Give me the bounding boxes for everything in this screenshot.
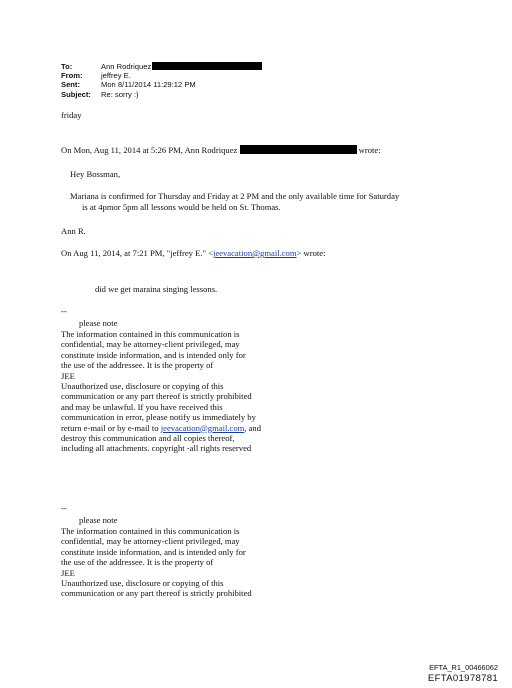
disclaimer-line-text: return e-mail or by e-mail to: [61, 422, 161, 433]
email-header: [61, 62, 262, 99]
disclaimer-line: confidential, may be attorney-client privileged, may: [61, 339, 240, 350]
sent-row: [61, 80, 262, 89]
sent-value: Mon 8/11/2014 11:29:12 PM: [101, 80, 196, 90]
disclaimer-line: Unauthorized use, disclosure or copying of this: [61, 381, 224, 392]
bates-number-small: EFTA_R1_00466062: [429, 663, 498, 672]
to-name: Ann Rodriquez: [101, 62, 152, 71]
disclaimer-line-text: , and: [244, 422, 262, 433]
disclaimer-line: JEE: [61, 567, 75, 578]
please-note: please note: [79, 515, 118, 525]
disclaimer-line: communication or any part thereof is strictly prohibited: [61, 391, 252, 402]
disclaimer-line: constitute inside information, and is intended only for: [61, 349, 246, 360]
disclaimer-block: [61, 329, 261, 454]
quote2-attribution-start: On Aug 11, 2014, at 7:21 PM, "jeffrey E." <: [61, 248, 213, 258]
signature-dashes: --: [61, 503, 67, 513]
sent-label: Sent:: [61, 80, 80, 90]
quote1-attribution-start: On Mon, Aug 11, 2014 at 5:26 PM, Ann Rodriquez: [61, 145, 238, 155]
reply-body: friday: [61, 110, 82, 120]
disclaimer-line: Unauthorized use, disclosure or copying of this: [61, 578, 224, 589]
redaction-bar: [152, 62, 262, 70]
disclaimer-line: communication in error, please notify us immediately by: [61, 412, 256, 423]
email-link[interactable]: jeevacation@gmail.com: [212, 248, 297, 258]
subject-label: Subject:: [61, 89, 91, 99]
quote1-line2: is at 4pmor 5pm all lessons would be held on St. Thomas.: [82, 202, 281, 212]
disclaimer-line: constitute inside information, and is intended only for: [61, 546, 246, 557]
disclaimer-block: [61, 526, 252, 599]
disclaimer-line: JEE: [61, 370, 75, 381]
to-value: [101, 62, 262, 71]
subject-value: Re: sorry :): [101, 89, 139, 99]
quote2-attribution: [61, 248, 326, 258]
bates-number-large: EFTA01978781: [427, 673, 498, 684]
disclaimer-line: confidential, may be attorney-client privileged, may: [61, 536, 240, 547]
disclaimer-line: communication or any part thereof is strictly prohibited: [61, 588, 252, 599]
disclaimer-line: the use of the addressee. It is the property of: [61, 557, 214, 568]
quote2-attribution-end: > wrote:: [296, 248, 326, 258]
disclaimer-email-line: [61, 423, 261, 433]
disclaimer-line: The information contained in this communication is: [61, 526, 240, 536]
quote1-attribution: [61, 145, 381, 155]
quote1-greeting: Hey Bossman,: [70, 169, 121, 179]
disclaimer-line: destroy this communication and all copies thereof,: [61, 433, 235, 444]
from-value: jeffrey E.: [101, 71, 131, 81]
from-row: [61, 71, 262, 80]
email-link[interactable]: jeevacation@gmail.com: [160, 422, 245, 433]
disclaimer-line: and may be unlawful. If you have received this: [61, 401, 223, 412]
quote1-line1: Mariana is confirmed for Thursday and Friday at 2 PM and the only available time for Saturday: [70, 191, 400, 201]
subject-row: [61, 90, 262, 99]
to-row: [61, 62, 262, 71]
from-label: From:: [61, 71, 83, 81]
disclaimer-line: the use of the addressee. It is the property of: [61, 360, 214, 371]
redaction-bar: [240, 145, 357, 154]
quote2-body: did we get maraina singing lessons.: [95, 284, 218, 294]
signature-dashes: --: [61, 306, 67, 316]
disclaimer-line: The information contained in this communication is: [61, 329, 240, 339]
quote1-signoff: Ann R.: [61, 226, 86, 236]
please-note: please note: [79, 318, 118, 328]
quote1-attribution-end: wrote:: [358, 145, 381, 155]
disclaimer-line: including all attachments. copyright -all rights reserved: [61, 443, 252, 454]
to-label: To:: [61, 62, 73, 71]
